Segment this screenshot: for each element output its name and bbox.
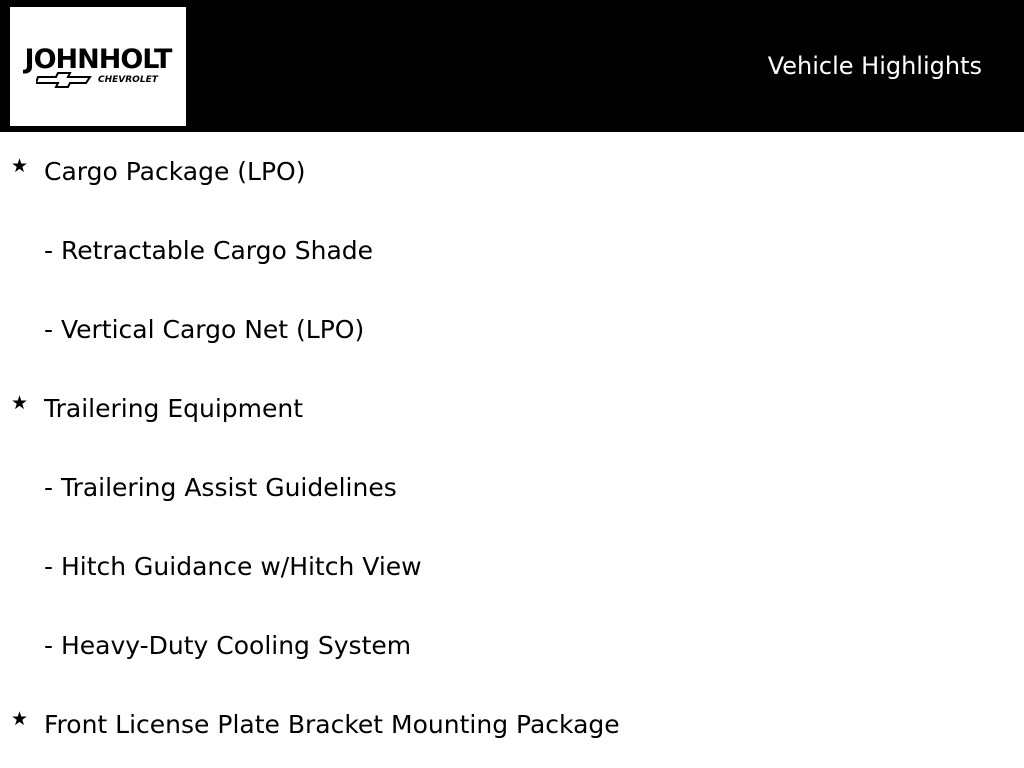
list-item-label: - Heavy-Duty Cooling System <box>44 631 412 660</box>
page-title: Vehicle Highlights <box>767 52 982 80</box>
logo-wordmark: JOHNHOLT <box>24 44 172 75</box>
list-item <box>0 152 1000 192</box>
list-item-label: - Hitch Guidance w/Hitch View <box>44 552 422 581</box>
header-bar <box>0 0 1024 132</box>
list-item <box>0 231 1000 271</box>
list-item-label: Front License Plate Bracket Mounting Package <box>44 710 620 739</box>
list-item <box>0 705 1000 745</box>
logo-subtext: CHEVROLET <box>98 75 158 85</box>
list-item <box>0 626 1000 666</box>
star-icon: ★ <box>11 392 29 414</box>
chevrolet-bowtie-icon <box>36 72 92 88</box>
list-item <box>0 468 1000 508</box>
list-item-label: - Trailering Assist Guidelines <box>44 473 397 502</box>
list-item <box>0 547 1000 587</box>
list-item-label: - Retractable Cargo Shade <box>44 236 374 265</box>
star-icon: ★ <box>11 155 29 177</box>
list-item <box>0 389 1000 429</box>
list-item-label: - Vertical Cargo Net (LPO) <box>44 315 365 344</box>
list-item-label: Cargo Package (LPO) <box>44 157 306 186</box>
star-icon: ★ <box>11 708 29 730</box>
dealer-logo <box>10 7 186 126</box>
list-item-label: Trailering Equipment <box>44 394 304 423</box>
list-item <box>0 310 1000 350</box>
